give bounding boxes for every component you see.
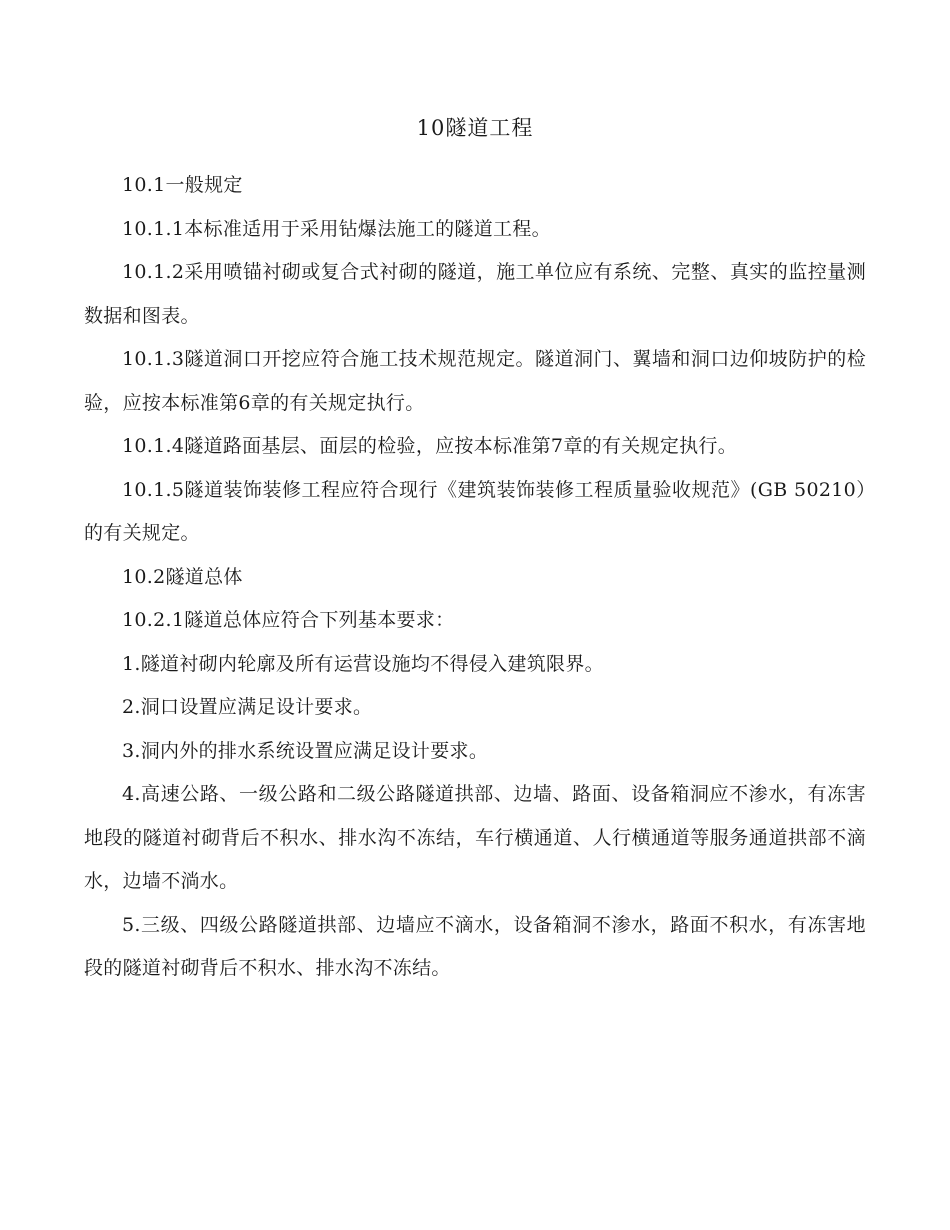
requirement-item-1: 1.隧道衬砌内轮廓及所有运营设施均不得侵入建筑限界。 <box>122 652 604 675</box>
section-heading-10-2: 10.2隧道总体 <box>122 565 243 588</box>
clause-10-1-4: 10.1.4隧道路面基层、面层的检验，应按本标准第7章的有关规定执行。 <box>122 435 738 457</box>
requirement-item-2: 2.洞口设置应满足设计要求。 <box>122 696 373 718</box>
requirement-item-3: 3.洞内外的排水系统设置应满足设计要求。 <box>122 739 489 762</box>
clause-10-1-1: 10.1.1本标准适用于采用钻爆法施工的隧道工程。 <box>122 217 551 240</box>
requirement-item-4: 4.高速公路、一级公路和二级公路隧道拱部、边墙、路面、设备箱洞应不渗水，有冻害地段的隧道衬砌背后不积水、排水沟不冻结，车行横通道、人行横通道等服务通道拱部不滴水，边墙不淌水。 <box>84 783 866 892</box>
clause-10-1-3: 10.1.3隧道洞口开挖应符合施工技术规范规定。隧道洞门、翼墙和洞口边仰坡防护的检验，应按本标准第6章的有关规定执行。 <box>84 348 866 414</box>
clause-10-1-2: 10.1.2采用喷锚衬砌或复合式衬砌的隧道，施工单位应有系统、完整、真实的监控量测数据和图表。 <box>84 261 866 327</box>
requirement-item-5: 5.三级、四级公路隧道拱部、边墙应不滴水，设备箱洞不渗水，路面不积水，有冻害地段的隧道衬砌背后不积水、排水沟不冻结。 <box>84 913 866 979</box>
document-title: 10隧道工程 <box>416 116 534 140</box>
section-heading-10-1: 10.1一般规定 <box>122 174 243 196</box>
clause-10-2-1: 10.2.1隧道总体应符合下列基本要求： <box>122 609 455 631</box>
clause-10-1-5: 10.1.5隧道装饰装修工程应符合现行《建筑装饰装修工程质量验收规范》(GB 50210）的有关规定。 <box>84 478 866 544</box>
